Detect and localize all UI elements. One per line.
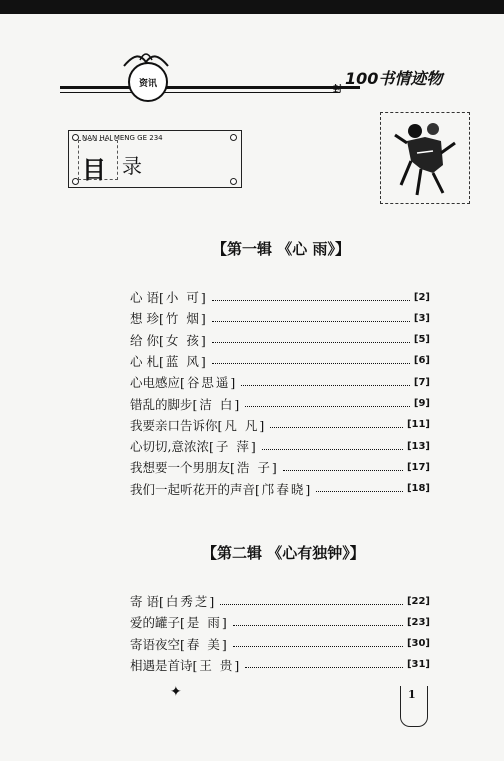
entry-page: [6]	[413, 355, 430, 367]
header-rule	[60, 86, 360, 89]
entry-page: [31]	[406, 659, 430, 671]
couple-illustration	[380, 112, 470, 204]
entry-title: 心电感应	[130, 375, 181, 391]
toc-entry[interactable]	[130, 331, 430, 349]
toc-entry[interactable]	[130, 416, 430, 434]
entry-author: [谷思遥]	[180, 375, 238, 391]
entry-page: [7]	[413, 376, 430, 388]
toc-entry[interactable]	[130, 635, 430, 653]
leader-dots	[212, 300, 410, 301]
entry-page: [3]	[413, 312, 430, 324]
catalog-title-big: 目	[82, 156, 106, 184]
leader-dots	[245, 406, 410, 407]
entry-title: 心 札	[130, 353, 159, 369]
entry-title: 寄语夜空	[130, 636, 181, 652]
entry-author: [是 雨]	[180, 615, 229, 631]
entry-title: 想 珍	[130, 311, 159, 327]
leader-dots	[212, 321, 410, 322]
series-title: 100书情迹物	[345, 69, 443, 88]
entry-page: [2]	[413, 291, 430, 303]
entry-author: [白秀芝]	[158, 594, 217, 609]
entry-page: [23]	[406, 616, 430, 628]
entry-title: 我要亲口告诉你	[130, 417, 218, 433]
toc-entry[interactable]	[130, 480, 430, 498]
entry-title: 爱的罐子	[130, 615, 181, 631]
leader-dots	[241, 385, 410, 386]
entry-author: [浩 子]	[230, 460, 279, 476]
entry-author: [洁 白]	[192, 396, 242, 412]
leader-dots	[262, 449, 403, 450]
toc-entry[interactable]	[130, 288, 430, 306]
leader-dots	[220, 604, 403, 605]
toc-entry[interactable]	[130, 656, 430, 674]
dancing-couple-icon	[381, 113, 469, 203]
corner-dot	[230, 178, 237, 185]
entry-title: 心切切,意浓浓	[130, 439, 209, 455]
entry-page: [22]	[406, 595, 430, 607]
entry-title: 心 语	[130, 290, 159, 305]
entry-author: [小 可]	[158, 290, 208, 305]
leader-dots	[270, 427, 403, 428]
entry-author: [王 贵]	[192, 657, 242, 673]
entry-title: 给 你	[130, 332, 159, 348]
toc-entry[interactable]	[130, 309, 430, 327]
leader-dots	[316, 491, 403, 492]
leader-dots	[233, 625, 403, 626]
entry-page: [5]	[413, 334, 430, 346]
catalog-code: NAN HAI MENG GE 234	[82, 134, 163, 142]
entry-title: 寄 语	[130, 594, 159, 609]
ink-mark: ✦	[170, 684, 182, 700]
leader-dots	[212, 363, 410, 364]
toc-entry[interactable]	[130, 373, 430, 391]
entry-page: [30]	[406, 638, 430, 650]
entry-title: 相遇是首诗	[130, 657, 193, 673]
corner-dot	[230, 134, 237, 141]
section-title: 【第一辑 《心 雨》】	[212, 240, 350, 258]
entry-author: [女 孩]	[158, 332, 208, 348]
entry-author: [蓝 风]	[158, 353, 208, 369]
header-rule-thin	[60, 92, 340, 93]
toc-entry[interactable]	[130, 437, 430, 455]
entry-page: [11]	[406, 419, 430, 431]
entry-author: [凡 凡]	[217, 417, 267, 433]
entry-title: 我想要一个男朋友	[130, 460, 231, 476]
header-badge-text: 资讯	[138, 78, 157, 89]
entry-author: [子 萍]	[208, 439, 258, 455]
entry-author: [春 美]	[180, 636, 229, 652]
catalog-title-small: 录	[122, 154, 142, 178]
leader-dots	[233, 646, 403, 647]
header-badge	[128, 62, 168, 102]
leader-dots	[245, 667, 403, 668]
entry-page: [13]	[406, 440, 430, 452]
leader-dots	[212, 342, 410, 343]
toc-entry[interactable]	[130, 458, 430, 476]
leader-dots	[283, 470, 403, 471]
entry-author: [竹 烟]	[158, 311, 208, 327]
entry-page: [18]	[406, 483, 430, 495]
entry-title: 错乱的脚步	[130, 396, 193, 412]
entry-author: [邝春晓]	[255, 481, 313, 497]
toc-entry[interactable]	[130, 613, 430, 631]
entry-page: [9]	[413, 398, 430, 409]
top-border	[0, 0, 504, 14]
section-title: 【第二辑 《心有独钟》】	[202, 544, 365, 562]
toc-entry[interactable]	[130, 592, 430, 610]
entry-page: [17]	[406, 461, 430, 473]
page-number: 1	[408, 688, 416, 701]
toc-entry[interactable]	[130, 352, 430, 370]
toc-entry[interactable]	[130, 395, 430, 413]
entry-title: 我们一起听花开的声音	[130, 481, 256, 497]
series-subtitle: 封	[333, 85, 343, 95]
